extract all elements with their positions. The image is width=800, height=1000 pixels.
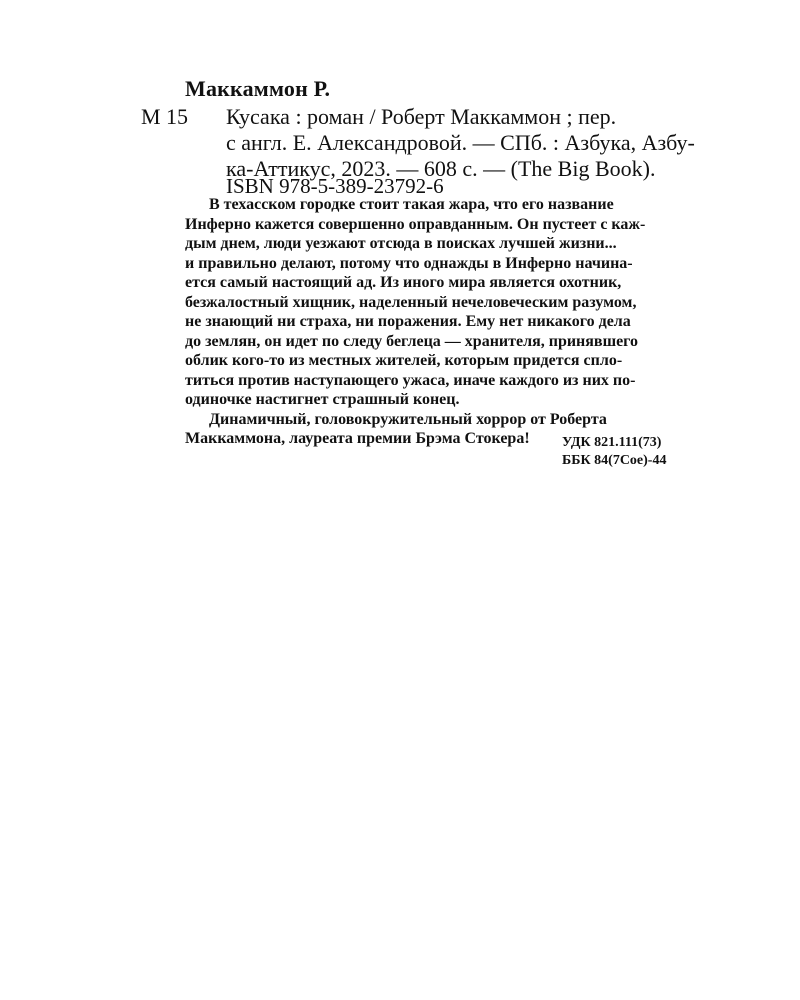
annotation-line: [185, 390, 706, 410]
annotation-text: титься против наступающего ужаса, иначе каждого из них по-: [185, 371, 636, 389]
book-annotation: [185, 195, 706, 449]
udk-index: УДК 821.111(73): [562, 435, 662, 450]
annotation-line: [185, 410, 706, 430]
author-mark-code: М 15: [141, 104, 189, 129]
annotation-line: [185, 371, 706, 391]
annotation-text: В техасском городке стоит такая жара, что его название: [209, 196, 614, 213]
annotation-text: Инферно кажется совершенно оправданным. Он пустеет с каж-: [185, 215, 646, 233]
description-line: с англ. Е. Александровой. — СПб. : Азбука, Азбу-: [226, 130, 695, 155]
classification-indexes: [562, 434, 706, 470]
annotation-line: [185, 195, 706, 215]
annotation-text: дым днем, люди уезжают отсюда в поисках лучшей жизни...: [185, 235, 617, 252]
annotation-line: [185, 273, 706, 293]
annotation-text: Динамичный, головокружительный хоррор от Роберта: [209, 410, 607, 428]
annotation-line: [185, 332, 706, 352]
author-heading: Маккаммон Р.: [185, 76, 331, 101]
annotation-text: Маккаммона, лауреата премии Брэма Стокера!: [185, 430, 530, 447]
annotation-line: [185, 293, 706, 313]
annotation-text: до землян, он идет по следу беглеца — хранителя, принявшего: [185, 332, 639, 350]
annotation-text: одиночке настигнет страшный конец.: [185, 391, 460, 408]
description-line: Кусака : роман / Роберт Маккаммон ; пер.: [226, 104, 617, 129]
annotation-text: безжалостный хищник, наделенный нечеловеческим разумом,: [185, 293, 637, 311]
description-line: ка-Аттикус, 2023. — 608 с. — (The Big Book).: [226, 156, 656, 181]
annotation-text: облик кого-то из местных жителей, которым придется спло-: [185, 352, 623, 369]
annotation-text: и правильно делают, потому что однажды в Инферно начина-: [185, 254, 633, 272]
annotation-text: не знающий ни страха, ни поражения. Ему нет никакого дела: [185, 313, 631, 330]
annotation-text: ется самый настоящий ад. Из иного мира является охотник,: [185, 274, 622, 291]
bbk-index: ББК 84(7Сое)-44: [562, 453, 667, 468]
annotation-line: [185, 234, 706, 254]
annotation-line: [185, 351, 706, 371]
annotation-line: [185, 312, 706, 332]
annotation-line: [185, 254, 706, 274]
annotation-line: [185, 215, 706, 235]
isbn-number: ISBN 978-5-389-23792-6: [226, 174, 444, 198]
bibliographic-description: [226, 104, 706, 182]
